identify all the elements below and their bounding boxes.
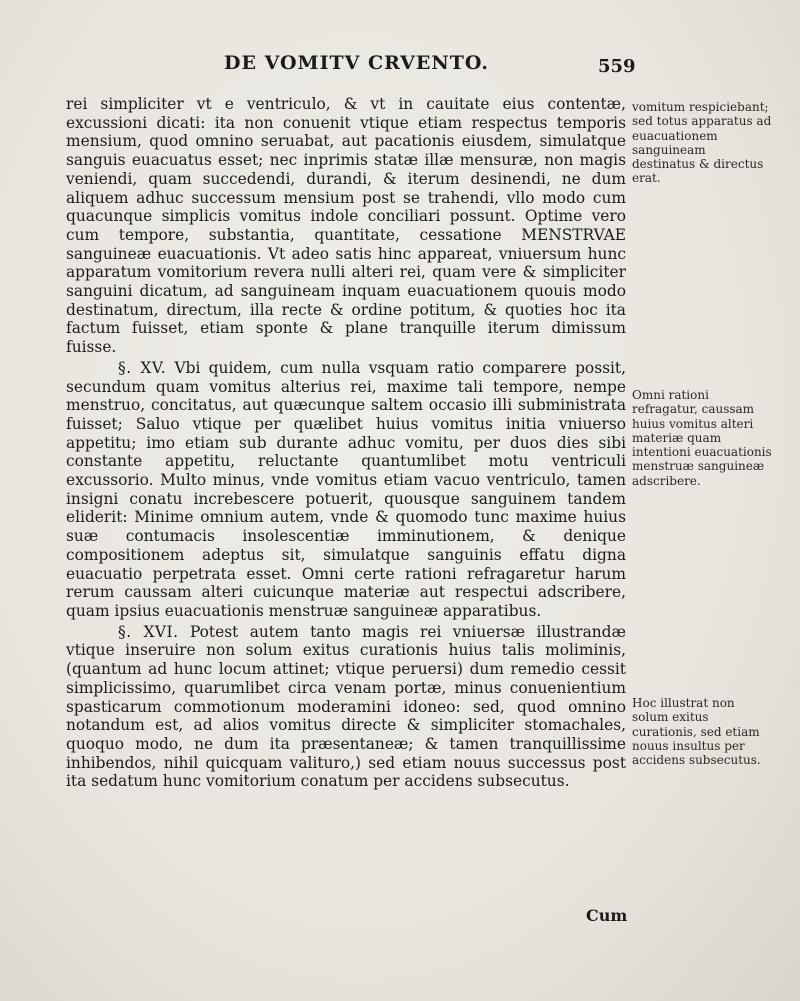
catchword: Cum xyxy=(586,906,628,925)
main-text-block xyxy=(66,95,626,791)
section-16 xyxy=(66,623,626,791)
section-15 xyxy=(66,359,626,621)
section-16-label: §. XVI. xyxy=(118,622,179,641)
section-15-label: §. XV. xyxy=(118,358,167,377)
paragraph-intro: rei simpliciter vt e ventriculo, & vt in cauitate eius contentæ, excussioni dicati: ita non conuenit vtique etiam respectus temporis mensium, quod omnino seruabat, aut pacationis eiusdem, simulatque sanguis euacuatus esset; nec inprimis statæ illæ mensuræ, non magis veniendi, quam succedendi, durandi, & iterum desinendi, ne dum aliquem adhuc successum mensium post se trahendi, vllo modo cum quacunque simplicis vomitus indole conciliari possunt. Optime vero cum tempore, substantia, quantitate, cessatione MENSTRVAE sanguineæ euacuationis. Vt adeo satis hinc appareat, vniuersum hunc apparatum vomitorium revera nulli alteri rei, quam vere & simpliciter sanguini dicatum, ad sanguineam inquam euacuationem quouis modo destinatum, directum, illa recte & ordine potitum, & quoties hoc ita factum fuisset, etiam sponte & plane tranquille iterum dimissum fuisse. xyxy=(66,95,626,357)
margin-note-1: vomitum respiciebant; sed totus apparatus ad euacuationem sanguineam destinatus & directus erat. xyxy=(632,100,772,186)
section-15-text: Vbi quidem, cum nulla vsquam ratio comparere possit, secundum quam vomitus alterius rei, maxime tali tempore, nempe menstruo, concitatus, aut quæcunque saltem occasio illi subministrata fuisset; Saluo vtique per quælibet huius vomitus initia vniuerso appetitu; imo etiam sub durante adhuc vomitu, per duos dies sibi constante appetitu, reluctante quantumlibet motu ventriculi excussorio. Multo minus, vnde vomitus etiam vacuo ventriculo, tamen insigni conatu increbescere potuerit, quousque sanguinem tandem eliderit: Minime omnium autem, vnde & quomodo tunc maxime huius suæ contumacis insolescentiæ imminutionem, & denique compositionem adeptus sit, simulatque sanguinis effatu digna euacuatio perpetrata esset. Omni certe rationi refragaretur harum rerum caussam alteri cuicunque materiæ aut respectui adscribere, quam ipsius euacuationis menstruæ sanguineæ apparatibus. xyxy=(66,358,626,620)
margin-note-3: Hoc illustrat non solum exitus curationis, sed etiam nouus insultus per accidens subsecutus. xyxy=(632,696,761,768)
page-number: 559 xyxy=(598,56,636,77)
running-title: DE VOMITV CRVENTO. xyxy=(224,52,489,74)
margin-note-2: Omni rationi refragatur, caussam huius vomitus alteri materiæ quam intentioni euacuationis menstruæ sanguineæ adscribere. xyxy=(632,388,772,488)
section-16-text: Potest autem tanto magis rei vniuersæ illustrandæ vtique inseruire non solum exitus curationis huius talis moliminis, (quantum ad hunc locum attinet; vtique peruersi) dum remedio cessit simplicissimo, quarumlibet circa venam portæ, minus conuenientium spasticarum commotionum moderamini idoneo: sed, quod omnino notandum est, ad alios vomitus directe & simpliciter stomachales, quoquo modo, ne dum ita præsentaneæ; & tamen tranquillissime inhibendos, nihil quicquam valituro,) sed etiam nouus successus post ita sedatum hunc vomitorium conatum per accidens subsecutus. xyxy=(66,622,626,791)
